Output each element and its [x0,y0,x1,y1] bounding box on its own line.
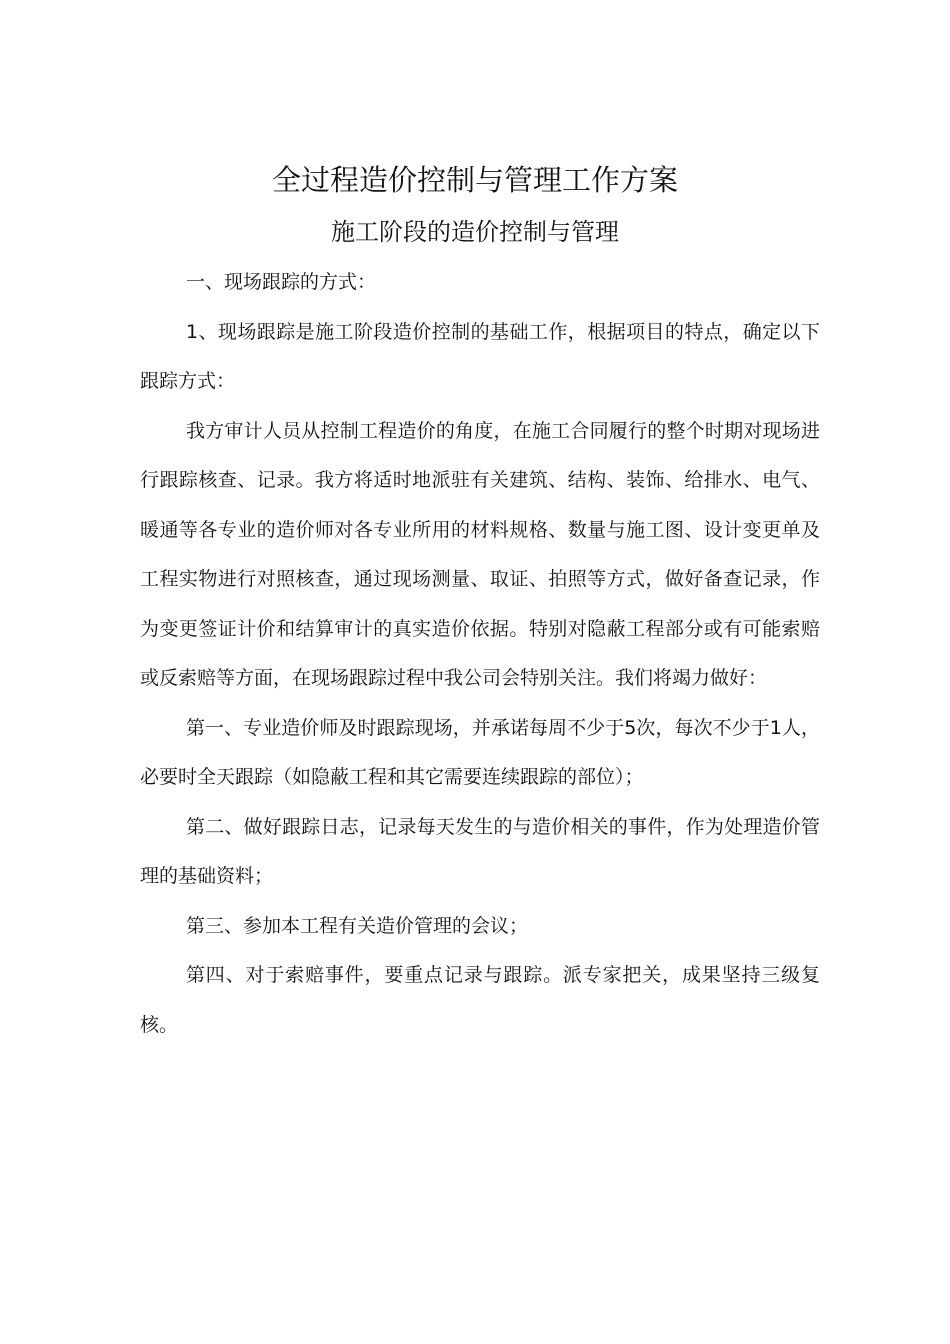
paragraph-audit-staff: 我方审计人员从控制工程造价的角度，在施工合同履行的整个时期对现场进行跟踪核查、记录。我方将适时地派驻有关建筑、结构、装饰、给排水、电气、暖通等各专业的造价师对各专业所用的材料规格、数量与施工图、设计变更单及工程实物进行对照核查，通过现场测量、取证、拍照等方式，做好备查记录，作为变更签证计价和结算审计的真实造价依据。特别对隐蔽工程部分或有可能索赔或反索赔等方面，在现场跟踪过程中我公司会特别关注。我们将竭力做好： [140,419,820,689]
section-subtitle: 施工阶段的造价控制与管理 [331,218,619,246]
heading-tracking-method: 一、现场跟踪的方式： [185,271,376,293]
paragraph-item-1: 第一、专业造价师及时跟踪现场，并承诺每周不少于5次，每次不少于1人，必要时全天跟踪（如隐蔽工程和其它需要连续跟踪的部位）； [140,716,820,788]
paragraph-item-3: 第三、参加本工程有关造价管理的会议； [185,914,528,937]
paragraph-item-2: 第二、做好跟踪日志，记录每天发生的与造价相关的事件，作为处理造价管理的基础资料； [140,815,820,887]
document-title: 全过程造价控制与管理工作方案 [271,163,678,197]
document-body [140,258,820,1050]
paragraph-item-4: 第四、对于索赔事件，要重点记录与跟踪。派专家把关，成果坚持三级复核。 [140,964,820,1036]
paragraph-tracking-basis: 1、现场跟踪是施工阶段造价控制的基础工作，根据项目的特点，确定以下跟踪方式： [140,320,820,392]
